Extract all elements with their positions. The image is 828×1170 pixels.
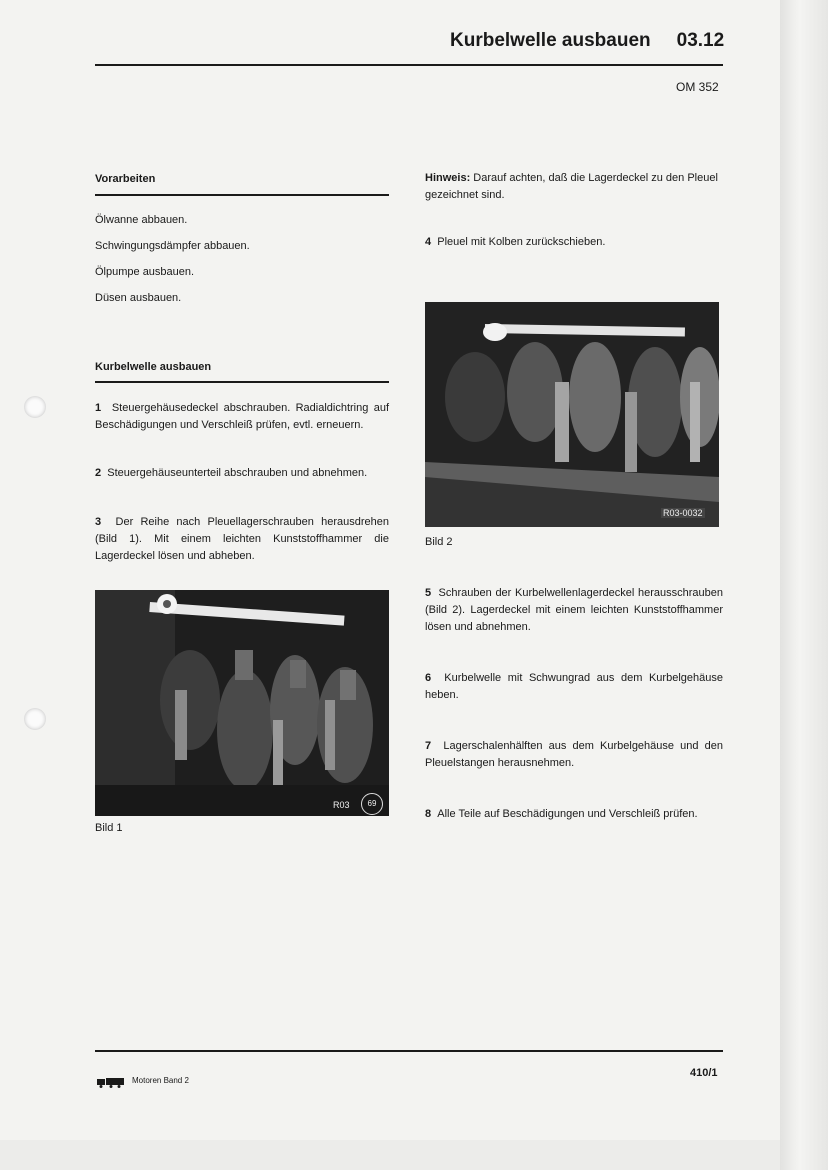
figure-1-badge: 69 (361, 793, 383, 815)
step-text: Der Reihe nach Pleuellagerschrauben herausdrehen (Bild 1). Mit einem leichten Kunststoffhammer die Lagerdeckel lösen und abheben. (95, 516, 389, 562)
figure-2-photo (425, 302, 719, 527)
step-3 (95, 514, 389, 565)
step-text: Steuergehäuseunterteil abschrauben und abnehmen. (107, 467, 368, 479)
step-text: Schrauben der Kurbelwellenlagerdeckel herausschrauben (Bild 2). Lagerdeckel mit einem leichten Kunststoffhammer lösen und abnehmen. (425, 587, 723, 633)
figure-1-photo (95, 590, 389, 816)
prep-item: Schwingungsdämpfer abbauen. (95, 240, 250, 252)
remove-heading: Kurbelwelle ausbauen (95, 361, 212, 373)
step-number: 7 (425, 740, 432, 752)
page-title (450, 30, 724, 52)
step-1 (95, 400, 389, 434)
step-text: Kurbelwelle mit Schwungrad aus dem Kurbelgehäuse heben. (425, 672, 723, 701)
step-5 (425, 585, 723, 636)
punch-hole (24, 708, 46, 730)
step-text: Lagerschalenhälften aus dem Kurbelgehäuse und den Pleuelstangen herausnehmen. (425, 740, 723, 769)
step-text: Alle Teile auf Beschädigungen und Verschleiß prüfen. (437, 808, 698, 820)
step-number: 2 (95, 467, 102, 479)
prep-item: Ölwanne abbauen. (95, 214, 188, 226)
step-2 (95, 465, 389, 482)
note-label: Hinweis: (425, 172, 471, 184)
remove-rule (95, 381, 389, 383)
step-text: Pleuel mit Kolben zurückschieben. (437, 236, 606, 248)
section-number: 03.12 (676, 30, 725, 51)
step-number: 6 (425, 672, 432, 684)
prep-item: Ölpumpe ausbauen. (95, 266, 195, 278)
footer-book: Motoren Band 2 (132, 1076, 189, 1085)
step-number: 4 (425, 236, 432, 248)
truck-icon (97, 1075, 125, 1093)
figure-2-caption: Bild 2 (425, 536, 453, 548)
page-edge (780, 0, 828, 1170)
crankshaft-photo-1-illustration (95, 590, 389, 816)
figure-1-code: R03 (333, 800, 350, 810)
header-rule (95, 64, 723, 66)
figure-2-code: R03-0032 (663, 508, 703, 518)
crankshaft-photo-2-illustration (425, 302, 719, 527)
step-number: 1 (95, 402, 102, 414)
prep-heading: Vorarbeiten (95, 173, 156, 185)
step-number: 3 (95, 516, 102, 528)
note (425, 170, 723, 204)
step-number: 8 (425, 808, 432, 820)
step-8 (425, 806, 723, 823)
step-text: Steuergehäusedeckel abschrauben. Radialdichtring auf Beschädigungen und Verschleiß prüfen, evtl. erneuern. (95, 402, 389, 431)
page-number: 410/1 (690, 1067, 718, 1079)
note-text: Darauf achten, daß die Lagerdeckel zu den Pleuel gezeichnet sind. (425, 172, 718, 201)
engine-model: OM 352 (676, 80, 719, 94)
step-number: 5 (425, 587, 432, 599)
footer-rule (95, 1050, 723, 1052)
figure-1-caption: Bild 1 (95, 822, 123, 834)
title-text: Kurbelwelle ausbauen (450, 30, 651, 51)
prep-item: Düsen ausbauen. (95, 292, 182, 304)
step-4 (425, 234, 723, 251)
step-7 (425, 738, 723, 772)
punch-hole (24, 396, 46, 418)
prep-rule (95, 194, 389, 196)
step-6 (425, 670, 723, 704)
